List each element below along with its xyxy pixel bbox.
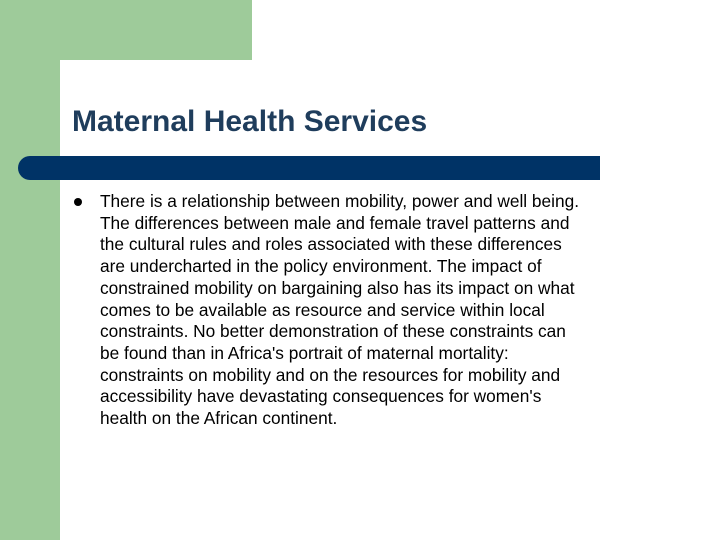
paragraph-line: There is a relationship between mobility, power and well being. <box>100 191 580 211</box>
green-accent-left <box>0 0 60 540</box>
paragraph-line: comes to be available as resource and service within local <box>100 299 545 320</box>
paragraph-line: constraints. No better demonstration of these constraints can <box>100 321 566 342</box>
paragraph-line: The differences between male and female travel patterns and <box>100 212 570 233</box>
paragraph-line: constrained mobility on bargaining also has its impact on what <box>100 277 575 298</box>
paragraph-line: the cultural rules and roles associated with these differences <box>100 234 562 255</box>
paragraph-line: be found than in Africa's portrait of maternal mortality: <box>100 342 509 363</box>
paragraph-line: health on the African continent. <box>100 408 338 429</box>
title-divider-bar <box>18 156 600 180</box>
paragraph-line: accessibility have devastating consequences for women's <box>100 386 542 407</box>
paragraph-line: are undercharted in the policy environment. The impact of <box>100 256 542 277</box>
bullet-dot-icon <box>74 198 82 206</box>
green-accent-top <box>0 0 252 60</box>
bullet-paragraph <box>100 191 660 430</box>
paragraph-line: constraints on mobility and on the resources for mobility and <box>100 364 561 385</box>
slide-title: Maternal Health Services <box>72 105 428 138</box>
